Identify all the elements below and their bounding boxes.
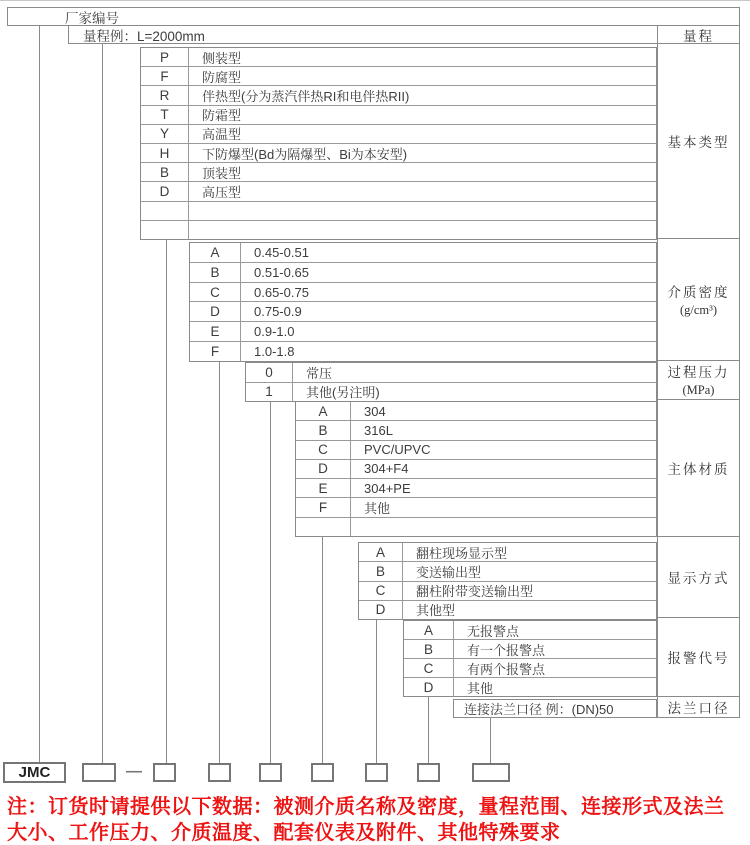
table-row: [359, 600, 656, 619]
table-row: [359, 581, 656, 600]
desc-cell: [351, 518, 656, 536]
display-mode-table: [358, 542, 657, 620]
code-box-range: [82, 763, 116, 782]
desc-cell: 防霜型: [202, 108, 242, 124]
desc-cell: 翻柱现场显示型: [416, 545, 508, 561]
code-cell: F: [296, 498, 351, 516]
code-box-density: [208, 763, 231, 782]
model-prefix-label: JMC: [18, 764, 51, 781]
desc-cell: 0.65-0.75: [254, 284, 309, 300]
range-example-label: 量程例：L=2000mm: [83, 28, 205, 44]
table-row: [404, 658, 656, 677]
table-row: [359, 561, 656, 580]
label-process-pressure-unit: (MPa): [682, 383, 715, 398]
category-label-column: [657, 25, 740, 718]
table-row: [190, 321, 656, 341]
table-row: [296, 478, 656, 497]
code-box-alarm: [417, 763, 440, 782]
basic-type-table: [140, 47, 657, 240]
label-basic-type: 基本类型: [658, 44, 739, 239]
table-row: [296, 497, 656, 516]
desc-cell: 高温型: [202, 127, 242, 143]
code-cell: D: [404, 678, 454, 696]
empty-table-row: [296, 517, 656, 536]
code-cell: C: [404, 659, 454, 677]
desc-cell: 翻柱附带变送输出型: [416, 584, 534, 600]
table-row: [296, 420, 656, 439]
table-row: [190, 341, 656, 361]
code-cell: F: [141, 67, 189, 85]
label-display-mode: 显示方式: [658, 537, 739, 619]
label-medium-density: 介质密度 (g/cm³): [658, 239, 739, 361]
desc-cell: 伴热型(分为蒸汽伴热RI和电伴热RII): [202, 89, 410, 105]
code-cell: B: [190, 263, 241, 282]
desc-cell: 无报警点: [467, 623, 520, 639]
desc-cell: 316L: [364, 422, 393, 438]
desc-cell: 其他型: [416, 603, 456, 619]
table-row: [296, 402, 656, 420]
code-cell: D: [359, 601, 403, 619]
table-row: [404, 621, 656, 639]
label-body-material: 主体材质: [658, 400, 739, 537]
flange-size-text: 连接法兰口径 例：(DN)50: [464, 702, 614, 717]
code-cell: C: [190, 283, 241, 302]
range-example-row: [68, 25, 658, 44]
table-row: [246, 363, 656, 382]
table-row: [404, 677, 656, 696]
code-cell: B: [141, 163, 189, 181]
model-prefix-box: [3, 762, 66, 783]
desc-cell: 304+F4: [364, 461, 409, 477]
desc-cell: 其他(另注明): [306, 385, 380, 401]
code-cell: E: [190, 322, 241, 341]
code-box-flange: [472, 763, 510, 782]
desc-cell: 常压: [306, 365, 333, 381]
connector-line-flange: [490, 718, 491, 763]
connector-line-display: [376, 620, 377, 763]
top-divider: [0, 0, 750, 1]
table-row: [296, 440, 656, 459]
desc-cell: [189, 221, 656, 239]
code-box-material: [311, 763, 334, 782]
code-cell: E: [296, 479, 351, 497]
code-box-pressure: [259, 763, 282, 782]
code-cell: Y: [141, 125, 189, 143]
desc-cell: 304+PE: [364, 480, 411, 496]
code-cell: A: [190, 243, 241, 262]
code-cell: R: [141, 86, 189, 104]
connector-line-material: [322, 537, 323, 763]
desc-cell: 防腐型: [202, 69, 242, 85]
table-row: [141, 162, 656, 181]
code-cell: P: [141, 48, 189, 66]
desc-cell: 高压型: [202, 185, 242, 201]
desc-cell: 变送输出型: [416, 564, 482, 580]
alarm-code-table: [403, 620, 657, 697]
code-cell: C: [359, 582, 403, 600]
code-cell: D: [296, 460, 351, 478]
ordering-note: [7, 794, 749, 845]
desc-cell: 304: [364, 403, 386, 419]
table-row: [296, 459, 656, 478]
code-box-basic-type: [153, 763, 176, 782]
empty-table-row: [141, 220, 656, 239]
table-row: [404, 639, 656, 658]
table-row: [141, 66, 656, 85]
body-material-table: [295, 401, 657, 537]
code-cell: D: [190, 302, 241, 321]
code-cell: A: [359, 543, 403, 561]
table-row: [141, 48, 656, 66]
connector-line-alarm: [428, 697, 429, 763]
code-cell: 1: [246, 383, 293, 402]
code-cell: D: [141, 182, 189, 200]
code-cell: F: [190, 342, 241, 361]
table-row: [141, 105, 656, 124]
code-cell: B: [296, 421, 351, 439]
code-cell: B: [404, 640, 454, 658]
code-cell: [296, 518, 351, 536]
code-box-display: [365, 763, 388, 782]
desc-cell: 有一个报警点: [467, 642, 546, 658]
table-row: [190, 301, 656, 321]
desc-cell: 其他: [364, 501, 391, 517]
connector-line-density: [219, 362, 220, 763]
code-cell: T: [141, 106, 189, 124]
model-code-separator: —: [126, 762, 142, 780]
desc-cell: 0.9-1.0: [254, 324, 295, 340]
label-flange-size: 法兰口径: [667, 701, 730, 717]
desc-cell: 有两个报警点: [467, 661, 546, 677]
factory-code-label: 厂家编号: [65, 10, 119, 26]
label-process-pressure: 过程压力 (MPa): [658, 361, 739, 400]
table-row: [359, 543, 656, 561]
flange-size-row: [453, 699, 657, 718]
connector-line-basic-type: [166, 240, 167, 763]
table-row: [141, 85, 656, 104]
code-cell: B: [359, 562, 403, 580]
code-cell: 0: [246, 363, 293, 382]
desc-cell: PVC/UPVC: [364, 442, 431, 458]
medium-density-table: [189, 242, 657, 362]
code-cell: H: [141, 144, 189, 162]
table-row: [141, 181, 656, 200]
process-pressure-table: [245, 362, 657, 402]
desc-cell: 侧装型: [202, 50, 242, 66]
desc-cell: 0.45-0.51: [254, 244, 309, 260]
table-row: [246, 382, 656, 402]
empty-table-row: [141, 201, 656, 220]
ordering-note-line2: 大小、工作压力、介质温度、配套仪表及附件、其他特殊要求: [7, 822, 561, 844]
desc-cell: 顶装型: [202, 165, 242, 181]
code-cell: [141, 221, 189, 239]
connector-line-pressure: [270, 402, 271, 763]
desc-cell: 0.51-0.65: [254, 264, 309, 280]
table-row: [190, 282, 656, 302]
table-row: [141, 124, 656, 143]
table-row: [141, 143, 656, 162]
table-row: [190, 262, 656, 282]
table-row: [454, 700, 656, 717]
table-row: [190, 243, 656, 262]
connector-line-factory-code: [39, 25, 40, 763]
desc-cell: 其他: [467, 680, 494, 696]
code-cell: C: [296, 441, 351, 459]
code-cell: A: [296, 402, 351, 420]
code-cell: [141, 202, 189, 220]
desc-cell: 1.0-1.8: [254, 344, 295, 360]
desc-cell: 下防爆型(Bd为隔爆型、Bi为本安型): [202, 146, 408, 162]
code-cell: A: [404, 621, 454, 639]
label-alarm-code: 报警代号: [658, 618, 739, 697]
desc-cell: 0.75-0.9: [254, 304, 302, 320]
desc-cell: [189, 202, 656, 220]
label-range: 量程: [658, 26, 739, 44]
ordering-note-line1: 注：订货时请提供以下数据：被测介质名称及密度，量程范围、连接形式及法兰: [7, 796, 725, 818]
label-medium-density-unit: (g/cm³): [679, 303, 718, 318]
connector-line-range: [102, 44, 103, 763]
factory-code-row: [7, 7, 740, 26]
